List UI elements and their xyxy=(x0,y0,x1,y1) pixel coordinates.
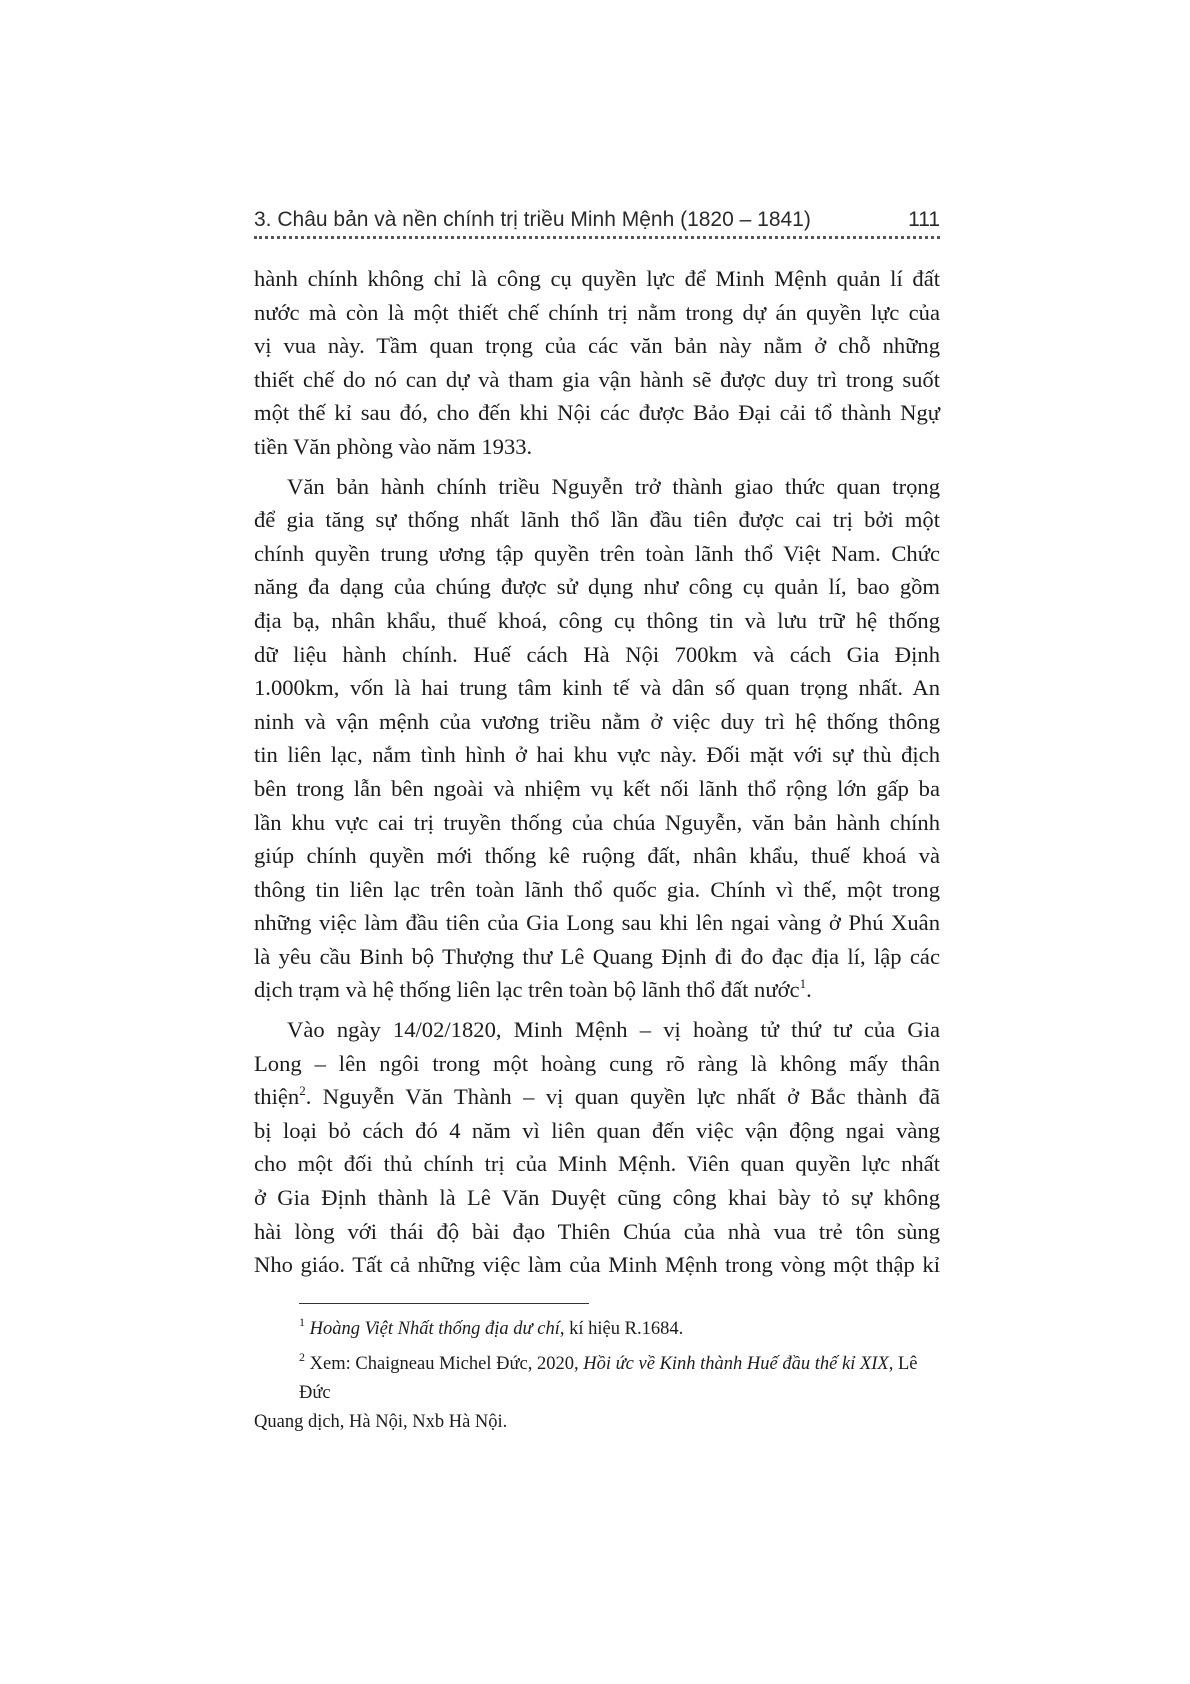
page-number: 111 xyxy=(908,208,940,231)
text-line: ninh và vận mệnh của vương triều nằm ở việc duy trì hệ thống thông xyxy=(254,708,940,734)
text-line: giúp chính quyền mới thống kê ruộng đất, nhân khẩu, thuế khoá và xyxy=(254,843,940,869)
text-line: 1.000km, vốn là hai trung tâm kinh tế và dân số quan trọng nhất. An xyxy=(254,675,940,701)
footnote-2 xyxy=(254,1350,940,1437)
text-line: năng đa dạng của chúng được sử dụng như công cụ quản lí, bao gồm xyxy=(254,574,940,600)
text-line: thông tin liên lạc trên toàn lãnh thổ quốc gia. Chính vì thế, một trong xyxy=(254,876,940,902)
text-line: để gia tăng sự thống nhất lãnh thổ lần đầu tiên được cai trị bởi một xyxy=(254,507,940,533)
text-line: dịch trạm và hệ thống liên lạc trên toàn bộ lãnh thổ đất nước$^1$. xyxy=(254,976,812,1003)
text-line-content: . Nguyễn Văn Thành – vị quan quyền lực nhất ở Bắc thành đã xyxy=(305,1084,940,1110)
text-line: chính quyền trung ương tập quyền trên toàn lãnh thổ Việt Nam. Chức xyxy=(254,540,940,566)
paragraph-3 xyxy=(254,1013,940,1282)
text-line: tiền Văn phòng vào năm 1933. xyxy=(254,433,533,459)
running-header xyxy=(254,204,940,232)
footnote-line: Quang dịch, Hà Nội, Nxb Hà Nội. xyxy=(254,1412,508,1432)
footnote-number: 1 xyxy=(299,1315,305,1329)
paragraph-2 xyxy=(254,470,940,1008)
footnote-1 xyxy=(254,1315,940,1344)
text-line: bị loại bỏ cách đó 4 năm vì liên quan đến việc vận động ngai vàng xyxy=(254,1117,940,1143)
footnote-number: 2 xyxy=(299,1350,305,1364)
text-line: Nho giáo. Tất cả những việc làm của Minh Mệnh trong vòng một thập kỉ xyxy=(254,1252,940,1278)
text-line: hài lòng với thái độ bài đạo Thiên Chúa của nhà vua trẻ tôn sùng xyxy=(254,1218,940,1244)
text-line: nước mà còn là một thiết chế chính trị nằm trong dự án quyền lực của xyxy=(254,299,940,325)
text-line: vị vua này. Tầm quan trọng của các văn bản này nằm ở chỗ những xyxy=(254,333,940,359)
footnote-text: Xem: Chaigneau Michel Đức, 2020, xyxy=(309,1354,584,1374)
text-line: tin liên lạc, nắm tình hình ở hai khu vực này. Đối mặt với sự thù địch xyxy=(254,742,940,768)
text-line-content: dịch trạm và hệ thống liên lạc trên toàn bộ lãnh thổ đất nước xyxy=(254,977,800,1003)
footnote-text: , kí hiệu R.1684. xyxy=(559,1319,684,1339)
text-line: một thế kỉ sau đó, cho đến khi Nội các được Bảo Đại cải tổ thành Ngự xyxy=(254,400,940,426)
text-line-content: thiện xyxy=(254,1084,300,1110)
text-line: thiết chế do nó can dự và tham gia vận hành sẽ được duy trì trong suốt xyxy=(254,366,940,392)
paragraph-1 xyxy=(254,262,940,464)
footnote-text: , Lê Đức xyxy=(299,1354,918,1403)
text-line: bên trong lẫn bên ngoài và nhiệm vụ kết nối lãnh thổ rộng lớn gấp ba xyxy=(254,775,940,801)
text-line: những việc làm đầu tiên của Gia Long sau khi lên ngai vàng ở Phú Xuân xyxy=(254,910,940,936)
text-line: hành chính không chỉ là công cụ quyền lực để Minh Mệnh quản lí đất xyxy=(254,266,940,291)
text-line: dữ liệu hành chính. Huế cách Hà Nội 700km và cách Gia Định xyxy=(254,641,940,667)
running-title: 3. Châu bản và nền chính trị triều Minh Mệnh (1820 – 1841) xyxy=(254,208,811,231)
body-text xyxy=(254,262,940,1288)
text-line: ở Gia Định thành là Lê Văn Duyệt cũng công khai bày tỏ sự không xyxy=(254,1185,940,1211)
text-line xyxy=(254,1080,940,1114)
footnotes xyxy=(254,1315,940,1443)
text-line: lần khu vực cai trị truyền thống của chúa Nguyễn, văn bản hành chính xyxy=(254,809,940,835)
text-line: cho một đối thủ chính trị của Minh Mệnh. Viên quan quyền lực nhất xyxy=(254,1151,940,1177)
footnote-separator xyxy=(299,1303,589,1304)
text-line: Vào ngày 14/02/1820, Minh Mệnh – vị hoàng tử thứ tư của Gia xyxy=(287,1017,940,1043)
text-line: địa bạ, nhân khẩu, thuế khoá, công cụ thông tin và lưu trữ hệ thống xyxy=(254,607,940,633)
header-dotted-rule xyxy=(254,236,940,239)
text-line: Văn bản hành chính triều Nguyễn trở thành giao thức quan trọng xyxy=(287,473,940,499)
text-line: là yêu cầu Binh bộ Thượng thư Lê Quang Định đi đo đạc địa lí, lập các xyxy=(254,943,940,969)
footnote-line xyxy=(254,1350,940,1408)
footnote-title: Hoàng Việt Nhất thống địa dư chí xyxy=(309,1319,560,1339)
footnote-ref[interactable]: 1 xyxy=(799,976,807,992)
footnote-title: Hồi ức về Kinh thành Huế đầu thế kỉ XIX xyxy=(583,1354,889,1374)
footnote-ref[interactable]: 2 xyxy=(299,1083,306,1099)
text-line: Long – lên ngôi trong một hoàng cung rõ ràng là không mấy thân xyxy=(254,1050,940,1076)
